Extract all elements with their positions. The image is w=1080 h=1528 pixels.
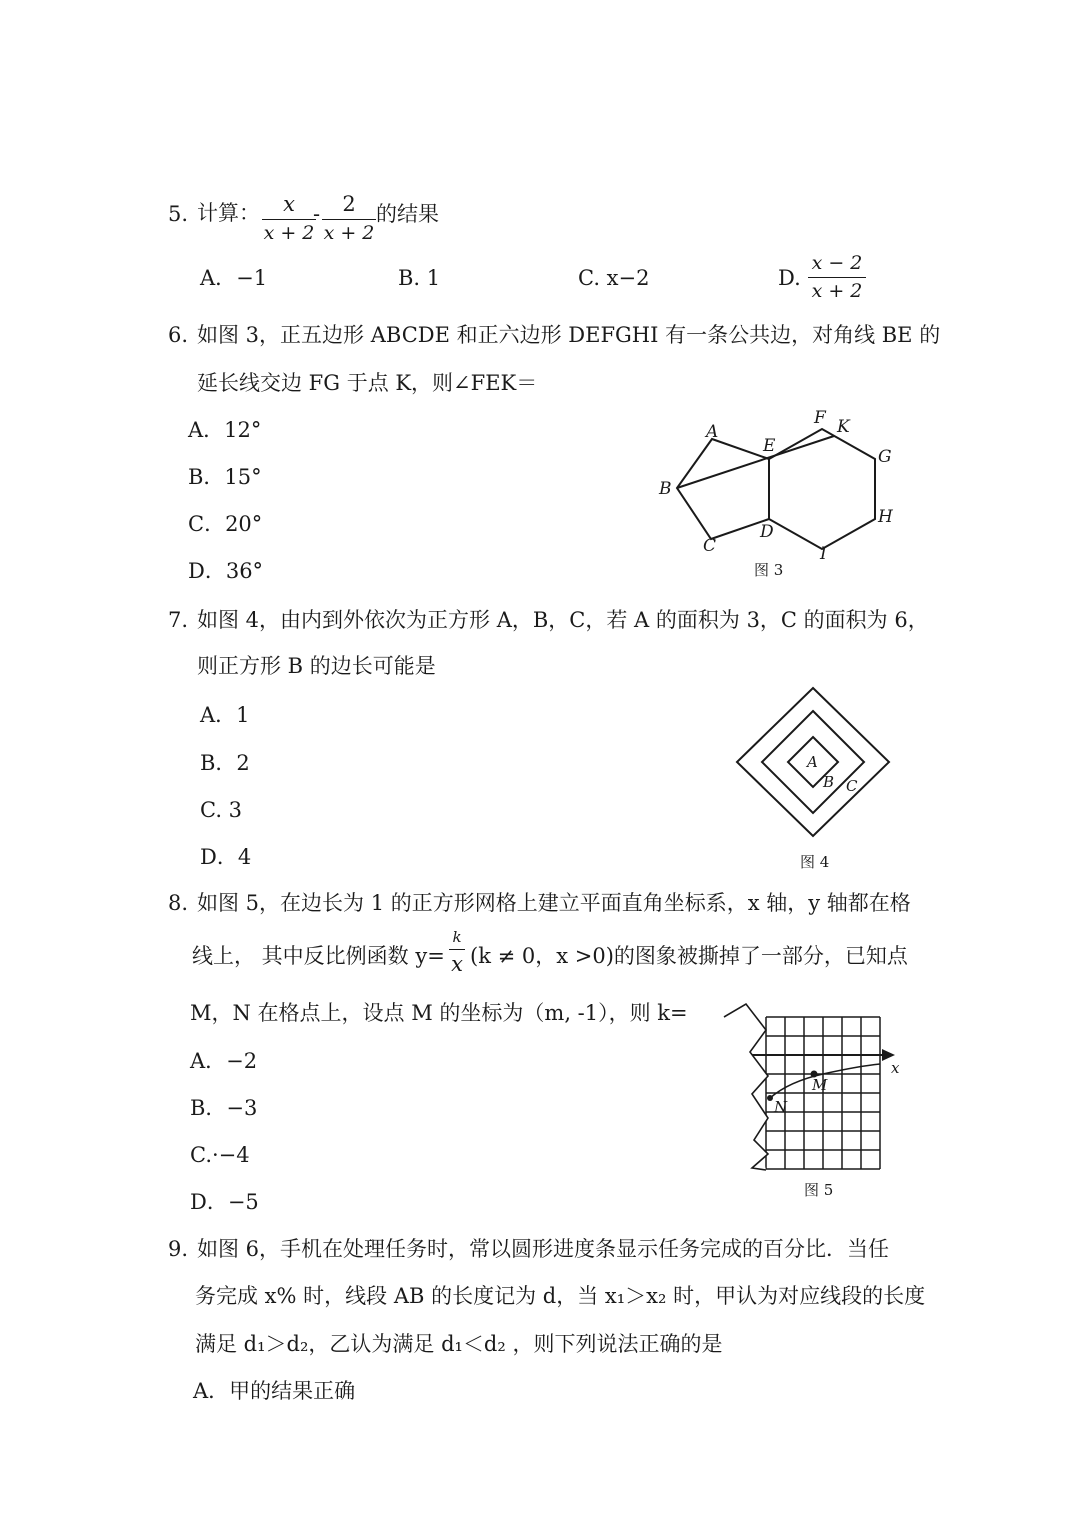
label-c: C <box>703 536 717 556</box>
figure-caption: 图 4 <box>800 853 830 871</box>
question-stem-line-1: 如图 5，在边长为 1 的正方形网格上建立平面直角坐标系，x 轴，y 轴都在格 <box>197 891 911 915</box>
question-stem-line-2: 延长线交边 FG 于点 K，则∠FEK＝ <box>197 371 538 395</box>
option-b[interactable]: B．15° <box>188 465 262 489</box>
fraction-denominator: x <box>451 952 463 976</box>
torn-edge <box>724 1004 768 1170</box>
label-e: E <box>763 436 776 456</box>
label-a: A <box>807 753 818 771</box>
question-stem-line-2: 则正方形 B 的边长可能是 <box>197 654 436 678</box>
question-stem: 计算： <box>197 201 260 225</box>
option-c[interactable]: C. x−2 <box>578 266 650 290</box>
label-m: M <box>812 1076 828 1094</box>
fraction-numerator: x <box>283 192 295 216</box>
fraction-denominator: x + 2 <box>811 280 863 302</box>
fraction-denominator: x + 2 <box>323 222 375 244</box>
label-i: I <box>820 544 827 564</box>
question-stem-line-1: 如图 4，由内到外依次为正方形 A，B，C，若 A 的面积为 3，C 的面积为 6， <box>197 608 929 632</box>
option-b[interactable]: B. 1 <box>398 266 441 290</box>
option-d[interactable]: D．−5 <box>190 1190 259 1214</box>
question-stem-line-3: M，N 在格点上，设点 M 的坐标为（m, -1），则 k= <box>190 1001 688 1025</box>
point-n <box>767 1095 773 1101</box>
question-stem-line-2: 线上， 其中反比例函数 y= <box>192 944 445 968</box>
label-n: N <box>774 1098 788 1116</box>
option-c[interactable]: C. 3 <box>200 798 243 822</box>
option-d[interactable]: D. <box>778 266 801 290</box>
label-c: C <box>846 777 858 795</box>
question-number: 8. <box>168 891 189 915</box>
option-a[interactable]: A．甲的结果正确 <box>193 1379 356 1403</box>
label-k: K <box>837 417 850 437</box>
fraction-numerator: 2 <box>342 192 356 216</box>
label-b: B <box>823 773 835 791</box>
option-a[interactable]: A．12° <box>188 418 262 442</box>
question-number: 9. <box>168 1237 189 1261</box>
option-d[interactable]: D．4 <box>200 845 252 869</box>
label-d: D <box>760 522 774 542</box>
question-stem-line-1: 如图 3，正五边形 ABCDE 和正六边形 DEFGHI 有一条公共边，对角线 BE 的 <box>197 323 941 347</box>
fraction-numerator: x − 2 <box>811 252 863 274</box>
label-f: F <box>814 408 826 428</box>
minus-sign: - <box>313 202 321 226</box>
option-a[interactable]: A．−1 <box>200 266 268 290</box>
question-number: 5. <box>168 202 189 226</box>
question-stem-suffix: 的结果 <box>376 202 439 226</box>
fraction-denominator: x + 2 <box>263 222 315 244</box>
question-stem-line-3: 满足 d₁＞d₂，乙认为满足 d₁＜d₂ ，则下列说法正确的是 <box>195 1332 723 1356</box>
question-stem-line-2-suffix: (k ≠ 0，x >0)的图象被撕掉了一部分，已知点 <box>470 944 908 968</box>
label-b: B <box>659 479 672 499</box>
question-stem-line-2: 务完成 x% 时，线段 AB 的长度记为 d，当 x₁＞x₂ 时，甲认为对应线段的长度 <box>195 1284 926 1308</box>
question-stem-line-1: 如图 6，手机在处理任务时，常以圆形进度条显示任务完成的百分比．当任 <box>197 1237 890 1261</box>
question-number: 7. <box>168 608 189 632</box>
option-b[interactable]: B．−3 <box>190 1096 258 1120</box>
option-a[interactable]: A．−2 <box>190 1049 258 1073</box>
option-d[interactable]: D．36° <box>188 559 264 583</box>
fraction-numerator: k <box>452 928 462 946</box>
label-a: A <box>706 422 719 442</box>
label-h: H <box>878 507 893 527</box>
figure-caption: 图 3 <box>754 561 784 579</box>
option-b[interactable]: B．2 <box>200 751 250 775</box>
option-c[interactable]: C．20° <box>188 512 263 536</box>
question-number: 6. <box>168 323 189 347</box>
option-a[interactable]: A．1 <box>200 703 250 727</box>
figure-caption: 图 5 <box>804 1181 834 1199</box>
option-c[interactable]: C.·−4 <box>190 1143 250 1167</box>
label-x: x <box>891 1059 900 1077</box>
label-g: G <box>878 447 892 467</box>
